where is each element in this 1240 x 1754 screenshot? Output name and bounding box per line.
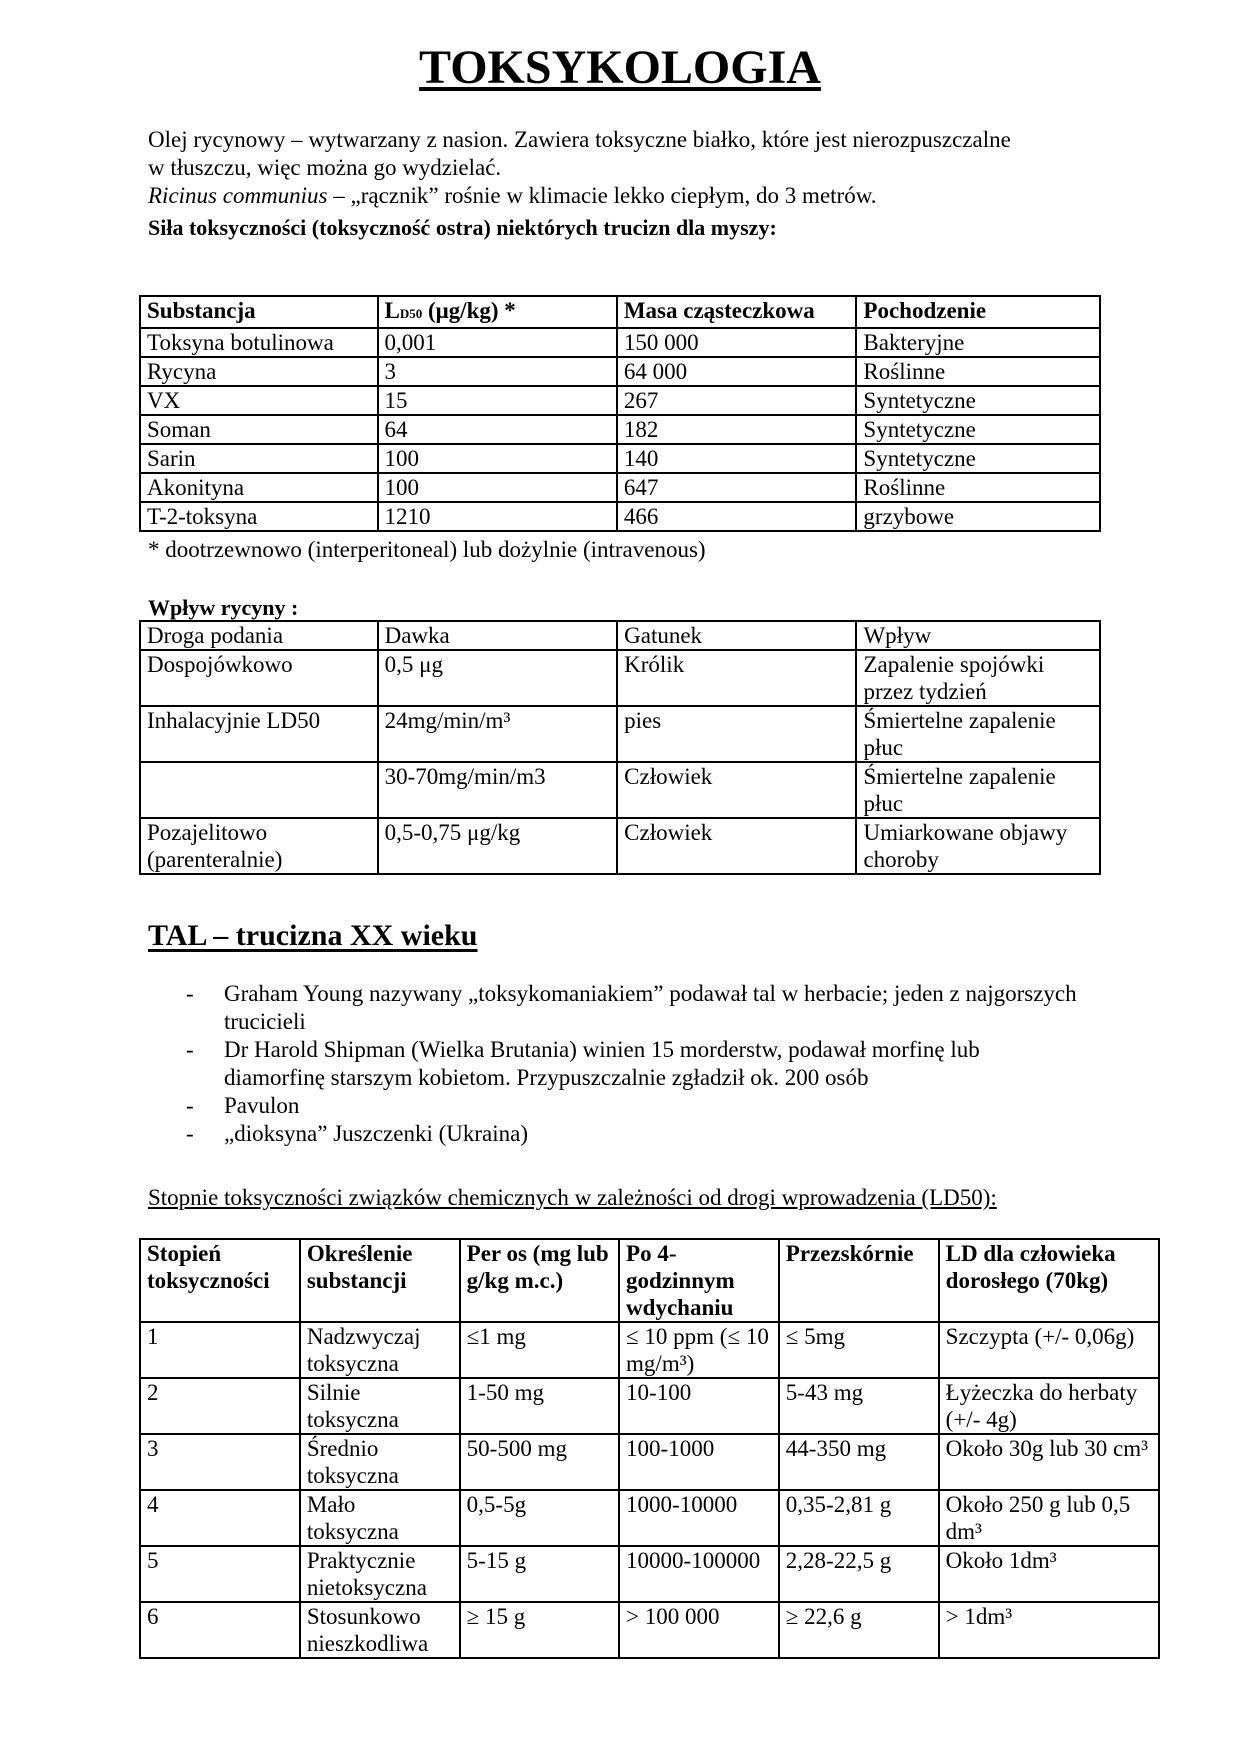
table-cell: 0,5-0,75 μg/kg [378, 818, 618, 874]
table-cell: ≤ 5mg [779, 1322, 939, 1378]
table-cell: Łyżeczka do herbaty (+/- 4g) [939, 1378, 1159, 1434]
table-cell: Bakteryjne [856, 328, 1100, 357]
table-header-cell: Stopień toksyczności [140, 1239, 300, 1322]
table-cell: Około 30g lub 30 cm³ [939, 1434, 1159, 1490]
table-cell: 150 000 [617, 328, 857, 357]
table-header-cell: Droga podania [140, 621, 378, 650]
table-cell: 50-500 mg [460, 1434, 619, 1490]
table-cell: 4 [140, 1490, 300, 1546]
table-cell: Człowiek [617, 762, 856, 818]
table-row [140, 415, 1100, 444]
bullet-text: Graham Young nazywany „toksykomaniakiem” podawał tal w herbacie; jeden z najgorszych trucicieli [224, 981, 1077, 1034]
table-cell: 5 [140, 1546, 300, 1602]
table-cell: > 1dm³ [939, 1602, 1159, 1658]
table-cell: Dospojówkowo [140, 650, 378, 706]
table-cell: 1210 [378, 502, 617, 531]
table-row [140, 818, 1100, 874]
table-cell: Zapalenie spojówki przez tydzień [856, 650, 1100, 706]
ricin-heading: Wpływ rycyny : [148, 595, 299, 620]
table-cell: 64 [378, 415, 617, 444]
table-cell: 0,5-5g [460, 1490, 619, 1546]
table-cell: Około 1dm³ [939, 1546, 1159, 1602]
table-cell: Śmiertelne zapalenie płuc [856, 706, 1100, 762]
table-cell: Akonityna [140, 473, 378, 502]
list-item [186, 980, 1086, 1036]
table-header-cell: Dawka [378, 621, 618, 650]
ld-prefix: L [384, 298, 400, 323]
list-item [186, 1092, 1086, 1120]
table-cell: 466 [617, 502, 857, 531]
table-cell: Królik [617, 650, 856, 706]
table-cell: 44-350 mg [779, 1434, 939, 1490]
table-cell: Syntetyczne [856, 386, 1100, 415]
table-cell: ≤1 mg [460, 1322, 619, 1378]
table-cell: VX [140, 386, 378, 415]
table-row [140, 650, 1100, 706]
toxicity-footnote: * dootrzewnowo (interperitoneal) lub dożylnie (intravenous) [148, 537, 706, 562]
table-cell: ≥ 15 g [460, 1602, 619, 1658]
table-cell: 30-70mg/min/m3 [378, 762, 618, 818]
table-cell: 2,28-22,5 g [779, 1546, 939, 1602]
table-cell: 100 [378, 473, 617, 502]
table-cell: ≤ 10 ppm (≤ 10 mg/m³) [619, 1322, 779, 1378]
ld-suffix: (μg/kg) * [422, 298, 516, 323]
table-cell: Szczypta (+/- 0,06g) [939, 1322, 1159, 1378]
table-cell: Umiarkowane objawy choroby [856, 818, 1100, 874]
bullet-text: Pavulon [224, 1093, 300, 1118]
table-cell: Praktycznie nietoksyczna [300, 1546, 460, 1602]
page-title: TOKSYKOLOGIA [419, 41, 821, 94]
table-row [140, 1434, 1159, 1490]
table-cell: Stosunkowo nieszkodliwa [300, 1602, 460, 1658]
table-cell: 3 [140, 1434, 300, 1490]
latin-name: Ricinus communius [148, 183, 328, 208]
table-row [140, 502, 1100, 531]
header-ld50 [378, 296, 617, 328]
table-cell: 64 000 [617, 357, 857, 386]
table-cell: 140 [617, 444, 857, 473]
table-cell: ≥ 22,6 g [779, 1602, 939, 1658]
toxicity-table [139, 295, 1101, 532]
intro-line-1: Olej rycynowy – wytwarzany z nasion. Zawiera toksyczne białko, które jest nierozpuszczalne [148, 127, 1011, 152]
table-row [140, 1322, 1159, 1378]
table-cell: Roślinne [856, 473, 1100, 502]
table-cell: 5-15 g [460, 1546, 619, 1602]
table-cell [140, 762, 378, 818]
bullet-marker: - [186, 1093, 194, 1118]
list-item [186, 1120, 1086, 1148]
table-cell: 0,001 [378, 328, 617, 357]
table-cell: grzybowe [856, 502, 1100, 531]
table-row [140, 328, 1100, 357]
table-cell: Roślinne [856, 357, 1100, 386]
table-cell: 15 [378, 386, 617, 415]
table-cell: 0,35-2,81 g [779, 1490, 939, 1546]
table-cell: Nadzwyczaj toksyczna [300, 1322, 460, 1378]
tal-bullet-list [186, 980, 1086, 1148]
table-cell: 3 [378, 357, 617, 386]
list-item [186, 1036, 1086, 1092]
table-row [140, 444, 1100, 473]
table-cell: Średnio toksyczna [300, 1434, 460, 1490]
table-header-row [140, 1239, 1159, 1322]
table-header-cell: Per os (mg lub g/kg m.c.) [460, 1239, 619, 1322]
table-cell: Człowiek [617, 818, 856, 874]
table-row [140, 1490, 1159, 1546]
table-cell: 267 [617, 386, 857, 415]
header-origin: Pochodzenie [856, 296, 1100, 328]
bullet-marker: - [186, 981, 194, 1006]
table-cell: Soman [140, 415, 378, 444]
table-row [140, 1602, 1159, 1658]
table-header-row [140, 621, 1100, 650]
table-row [140, 1546, 1159, 1602]
table-header-cell: Gatunek [617, 621, 856, 650]
intro-line-3-rest: – „rącznik” rośnie w klimacie lekko ciepłym, do 3 metrów. [327, 183, 877, 208]
tal-section-title: TAL – trucizna XX wieku [148, 919, 478, 952]
header-mass: Masa cząsteczkowa [617, 296, 857, 328]
table-cell: Mało toksyczna [300, 1490, 460, 1546]
table-cell: Pozajelitowo (parenteralnie) [140, 818, 378, 874]
table-cell: 2 [140, 1378, 300, 1434]
table-cell: Toksyna botulinowa [140, 328, 378, 357]
table-cell: Śmiertelne zapalenie płuc [856, 762, 1100, 818]
intro-line-3 [148, 182, 1128, 210]
table-cell: Inhalacyjnie LD50 [140, 706, 378, 762]
table-cell: 100 [378, 444, 617, 473]
table-cell: 1000-10000 [619, 1490, 779, 1546]
table-row [140, 473, 1100, 502]
table-header-cell: Po 4-godzinnym wdychaniu [619, 1239, 779, 1322]
table-cell: 1 [140, 1322, 300, 1378]
table-header-cell: Wpływ [856, 621, 1100, 650]
bullet-text: „dioksyna” Juszczenki (Ukraina) [224, 1121, 528, 1146]
ricin-table [139, 620, 1101, 875]
table-cell: 10000-100000 [619, 1546, 779, 1602]
table-row [140, 357, 1100, 386]
table-cell: Silnie toksyczna [300, 1378, 460, 1434]
table-cell: pies [617, 706, 856, 762]
table-header-cell: Określenie substancji [300, 1239, 460, 1322]
table-cell: 10-100 [619, 1378, 779, 1434]
table-cell: T-2-toksyna [140, 502, 378, 531]
table-row [140, 1378, 1159, 1434]
table-cell: 182 [617, 415, 857, 444]
table-cell: > 100 000 [619, 1602, 779, 1658]
table-cell: Syntetyczne [856, 415, 1100, 444]
intro-line-2: w tłuszczu, więc można go wydzielać. [148, 155, 502, 180]
header-substance: Substancja [140, 296, 378, 328]
degrees-heading: Stopnie toksyczności związków chemicznych w zależności od drogi wprowadzenia (LD50): [148, 1185, 997, 1210]
bullet-text: Dr Harold Shipman (Wielka Brutania) winien 15 morderstw, podawał morfinę lub diamorfinę starszym kobietom. Przypuszczalnie zgładził ok. 200 osób [224, 1037, 980, 1090]
table-cell: 647 [617, 473, 857, 502]
ld-subscript: D50 [399, 306, 423, 321]
table-cell: 100-1000 [619, 1434, 779, 1490]
table-cell: 1-50 mg [460, 1378, 619, 1434]
bullet-marker: - [186, 1037, 194, 1062]
toxicity-heading: Siła toksyczności (toksyczność ostra) niektórych trucizn dla myszy: [148, 215, 777, 240]
table-cell: 6 [140, 1602, 300, 1658]
table-header-cell: LD dla człowieka dorosłego (70kg) [939, 1239, 1159, 1322]
table-header-row [140, 296, 1100, 328]
table-cell: 0,5 μg [378, 650, 618, 706]
table-cell: Rycyna [140, 357, 378, 386]
degrees-table [139, 1238, 1160, 1659]
table-row [140, 762, 1100, 818]
bullet-marker: - [186, 1121, 194, 1146]
table-cell: 5-43 mg [779, 1378, 939, 1434]
table-row [140, 386, 1100, 415]
table-row [140, 706, 1100, 762]
table-cell: Około 250 g lub 0,5 dm³ [939, 1490, 1159, 1546]
table-cell: Sarin [140, 444, 378, 473]
intro-paragraph [148, 126, 1128, 210]
table-cell: Syntetyczne [856, 444, 1100, 473]
table-cell: 24mg/min/m³ [378, 706, 618, 762]
table-header-cell: Przezskórnie [779, 1239, 939, 1322]
